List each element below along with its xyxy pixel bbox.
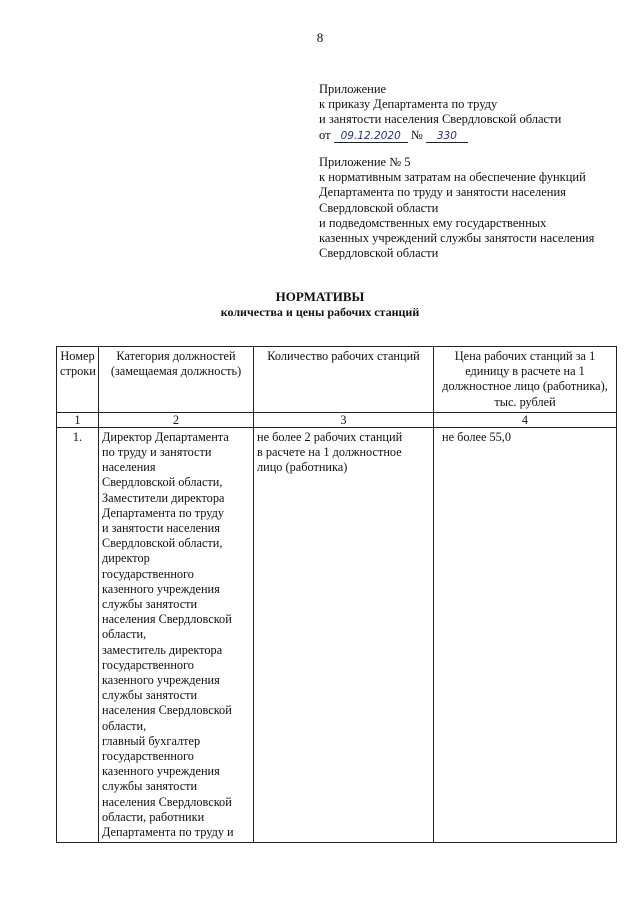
page-number: 8 — [316, 30, 324, 45]
column-number: 1 — [57, 412, 99, 427]
appendix5-line: и подведомственных ему государственных — [319, 215, 547, 230]
date-prefix: от — [319, 127, 331, 142]
document-title: НОРМАТИВЫ — [275, 289, 365, 304]
order-number-handwritten: 330 — [426, 130, 468, 143]
order-date-handwritten: 09.12.2020 — [334, 130, 408, 143]
order-date-line — [319, 128, 629, 143]
column-number-row — [57, 412, 617, 427]
header-row-number: Номер строки — [57, 347, 99, 413]
appendix5-line: Департамента по труду и занятости населения — [319, 185, 566, 200]
appendix-line: и занятости населения Свердловской области — [319, 112, 562, 127]
norms-table — [56, 346, 617, 843]
appendix5-line: Приложение № 5 — [319, 155, 411, 169]
appendix5-line: Свердловской области — [319, 200, 439, 215]
row-number: 1. — [57, 427, 99, 842]
row-price: не более 55,0 — [434, 427, 617, 842]
appendix-line: к приказу Департамента по труду — [319, 97, 498, 112]
appendix-header — [319, 82, 629, 143]
table-row — [57, 427, 617, 842]
column-number: 2 — [99, 412, 254, 427]
appendix5-line: Свердловской области — [319, 246, 439, 261]
table-header-row — [57, 347, 617, 413]
number-prefix: № — [410, 127, 423, 142]
header-price: Цена рабочих станций за 1 единицу в расчете на 1 должностное лицо (работника), тыс. рублей — [434, 347, 617, 413]
row-quantity: не более 2 рабочих станций в расчете на 1 должностное лицо (работника) — [254, 427, 434, 842]
header-quantity: Количество рабочих станций — [254, 347, 434, 413]
appendix5-line: к нормативным затратам на обеспечение функций — [319, 170, 586, 185]
row-category: Директор Департамента по труду и занятости населения Свердловской области, Заместители директора Департамента по труду и занятости населения Свердловской области, директор государственного казенного учреждения службы занятости населения Свердловской области, заместитель директора государственного казенного учреждения службы занятости населения Свердловской области, главный бухгалтер государственного казенного учреждения службы занятости населения Свердловской области, работники Департамента по труду и — [99, 427, 254, 842]
appendix-5-header — [319, 155, 629, 261]
column-number: 3 — [254, 412, 434, 427]
document-subtitle: количества и цены рабочих станций — [220, 305, 420, 319]
column-number: 4 — [434, 412, 617, 427]
appendix5-line: казенных учреждений службы занятости населения — [319, 231, 595, 246]
header-category: Категория должностей (замещаемая должность) — [99, 347, 254, 413]
appendix-line: Приложение — [319, 82, 387, 96]
